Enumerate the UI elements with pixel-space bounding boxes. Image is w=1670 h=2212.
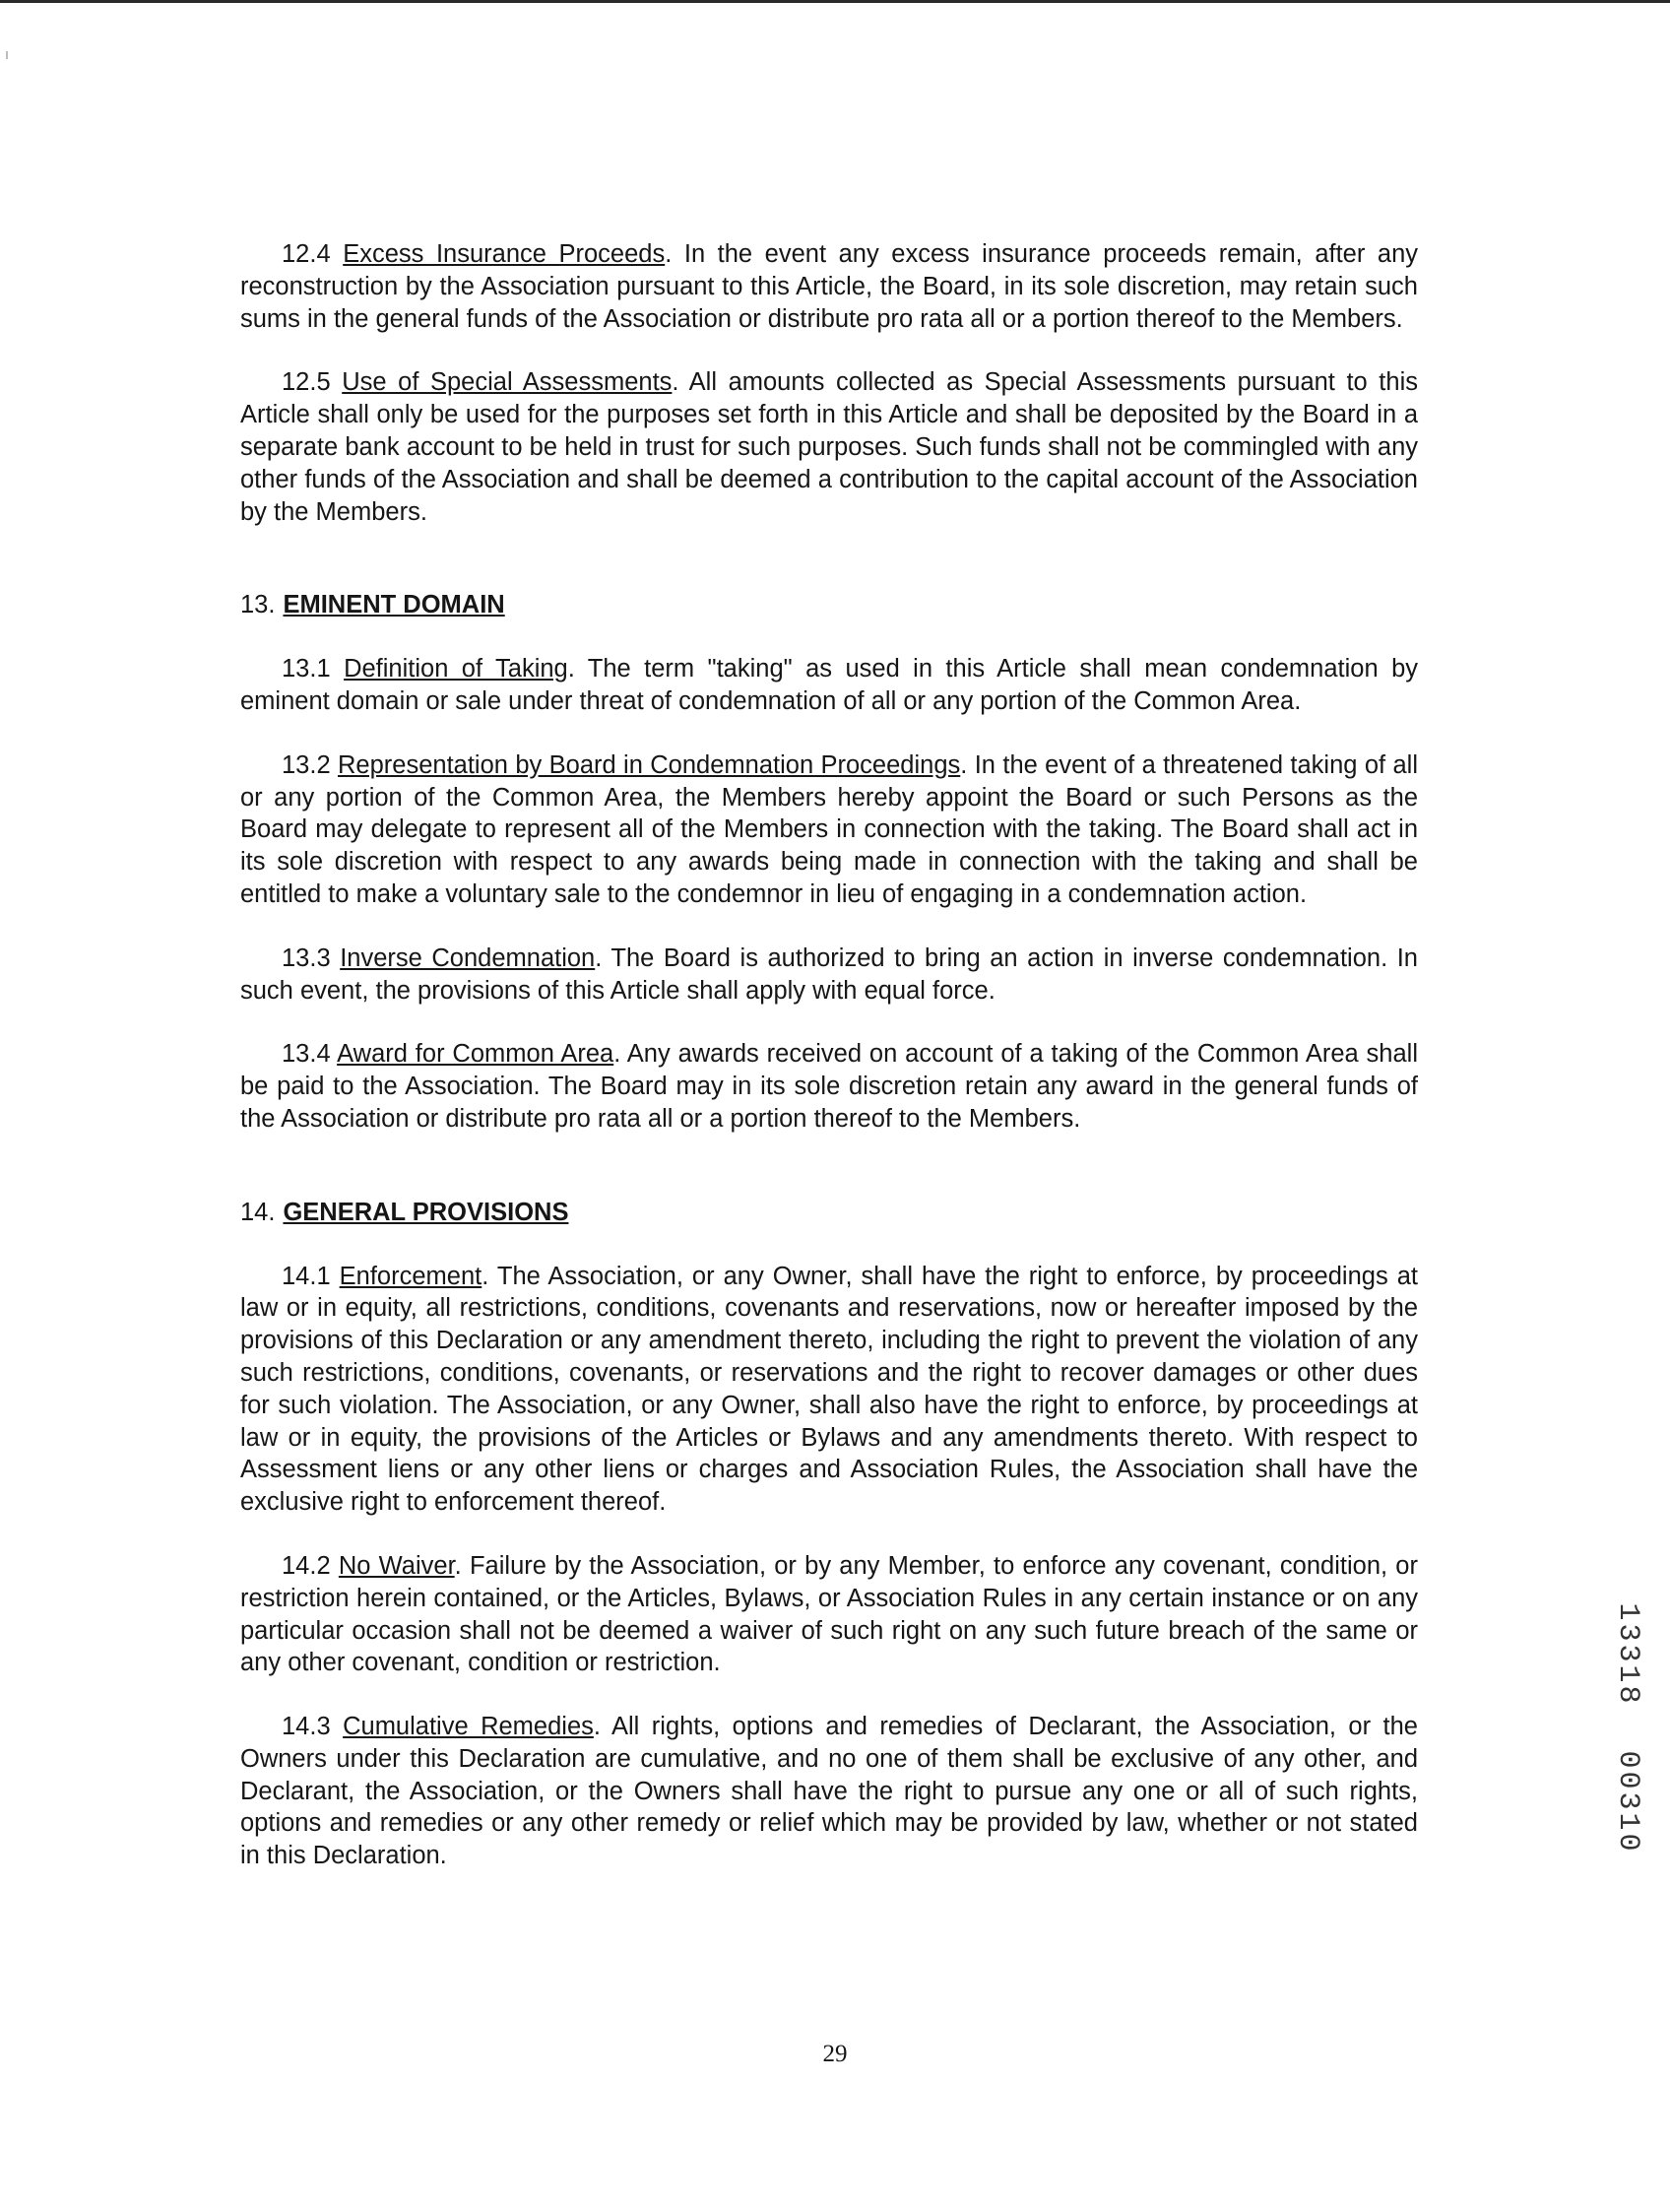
paragraph-13-3 [240,943,1418,1008]
recording-stamp-upper [1583,1586,1670,1724]
paragraph-body: . In the event any excess insurance proceeds remain, after any reconstruction by the Association pursuant to this Article, the Board, in its sole discretion, may retain such sums in the general funds of the Association or distribute pro rata all or a portion thereof to the Members. [240,240,1419,333]
paragraph-13-1 [240,653,1418,718]
paragraph-body: . All amounts collected as Special Assessments pursuant to this Article shall only be used for the purposes set forth in this Article and shall be deposited by the Board in a separate bank account to be held in trust for such purposes. Such funds shall not be commingled with any other funds of the Association and shall be deemed a contribution to the capital account of the Association by the Members. [240,368,1418,526]
recording-stamp-text: 00310 [1611,1750,1644,1854]
paragraph-number: 13.1 [282,655,331,683]
section-number: 13. [240,591,276,619]
paragraph-heading: Excess Insurance Proceeds [343,240,666,268]
recording-stamp-text: 13318 [1611,1602,1644,1707]
page-number: 29 [822,2041,848,2067]
section-title: GENERAL PROVISIONS [283,1198,569,1226]
paragraph-heading: Inverse Condemnation [340,943,596,972]
section-title: EMINENT DOMAIN [283,591,505,619]
paragraph-heading: No Waiver [338,1551,455,1580]
document-body [240,238,1418,1904]
paragraph-number: 13.2 [282,750,331,779]
paragraph-13-2 [240,749,1418,911]
paragraph-number: 13.4 [282,1040,331,1069]
paragraph-body: . Any awards received on account of a taking of the Common Area shall be paid to the Association. The Board may in its sole discretion retain any award in the general funds of the Association or distribute pro rata all or a portion thereof to the Members. [240,1040,1418,1133]
section-heading-13 [240,589,1418,621]
paragraph-number: 12.4 [282,240,331,268]
paragraph-heading: Cumulative Remedies [343,1713,594,1741]
section-number: 14. [240,1198,276,1226]
paragraph-14-1 [240,1261,1418,1519]
paragraph-number: 14.1 [282,1262,331,1290]
paragraph-body: . In the event of a threatened taking of all or any portion of the Common Area, the Members hereby appoint the Board or such Persons as the Board may delegate to represent all of the Members in connection with the taking. The Board shall act in its sole discretion with respect to any awards being made in connection with the taking and shall be entitled to make a voluntary sale to the condemnor in lieu of engaging in a condemnation action. [240,750,1418,908]
paragraph-body: . The term "taking" as used in this Article shall mean condemnation by eminent domain or sale under threat of condemnation of all or any portion of the Common Area. [240,655,1418,715]
top-border-line [0,0,1670,3]
paragraph-number: 14.2 [282,1551,331,1580]
paragraph-13-4 [240,1038,1418,1135]
paragraph-12-4 [240,238,1418,335]
scan-edge-mark [6,51,8,59]
paragraph-number: 13.3 [282,943,331,972]
paragraph-heading: Award for Common Area [337,1040,614,1069]
paragraph-14-3 [240,1711,1418,1872]
paragraph-heading: Definition of Taking [344,655,568,683]
paragraph-12-5 [240,366,1418,528]
paragraph-number: 12.5 [282,368,331,397]
paragraph-heading: Enforcement [339,1262,482,1290]
paragraph-body: . Failure by the Association, or by any Member, to enforce any covenant, condition, or restriction herein contained, or the Articles, Bylaws, or Association Rules in any certain instance or on any particular occasion shall not be deemed a waiver of such right on any such future breach of the same or any other covenant, condition or restriction. [240,1551,1418,1677]
paragraph-heading: Use of Special Assessments [342,368,673,397]
paragraph-14-2 [240,1550,1418,1679]
paragraph-heading: Representation by Board in Condemnation Proceedings [338,750,961,779]
paragraph-body: . The Board is authorized to bring an action in inverse condemnation. In such event, the provisions of this Article shall apply with equal force. [240,943,1418,1005]
section-heading-14 [240,1197,1418,1229]
paragraph-number: 14.3 [282,1713,331,1741]
paragraph-body: . The Association, or any Owner, shall have the right to enforce, by proceedings at law or in equity, all restrictions, conditions, covenants and reservations, now or hereafter imposed by the provisions of this Declaration or any amendment thereto, including the right to prevent the violation of any such restrictions, conditions, covenants, or reservations and the right to recover damages or other dues for such violation. The Association, or any Owner, shall also have the right to enforce, by proceedings at law or in equity, the provisions of the Articles or Bylaws and any amendments thereto. With respect to Assessment liens or any other liens or charges and Association Rules, the Association shall have the exclusive right to enforcement thereof. [240,1262,1418,1517]
recording-stamp-lower [1583,1733,1670,1871]
paragraph-body: . All rights, options and remedies of Declarant, the Association, or the Owners under this Declaration are cumulative, and no one of them shall be exclusive of any other, and Declarant, the Association, or the Owners shall have the right to pursue any one or all of such rights, options and remedies or any other remedy or relief which may be provided by law, whether or not stated in this Declaration. [240,1713,1418,1870]
